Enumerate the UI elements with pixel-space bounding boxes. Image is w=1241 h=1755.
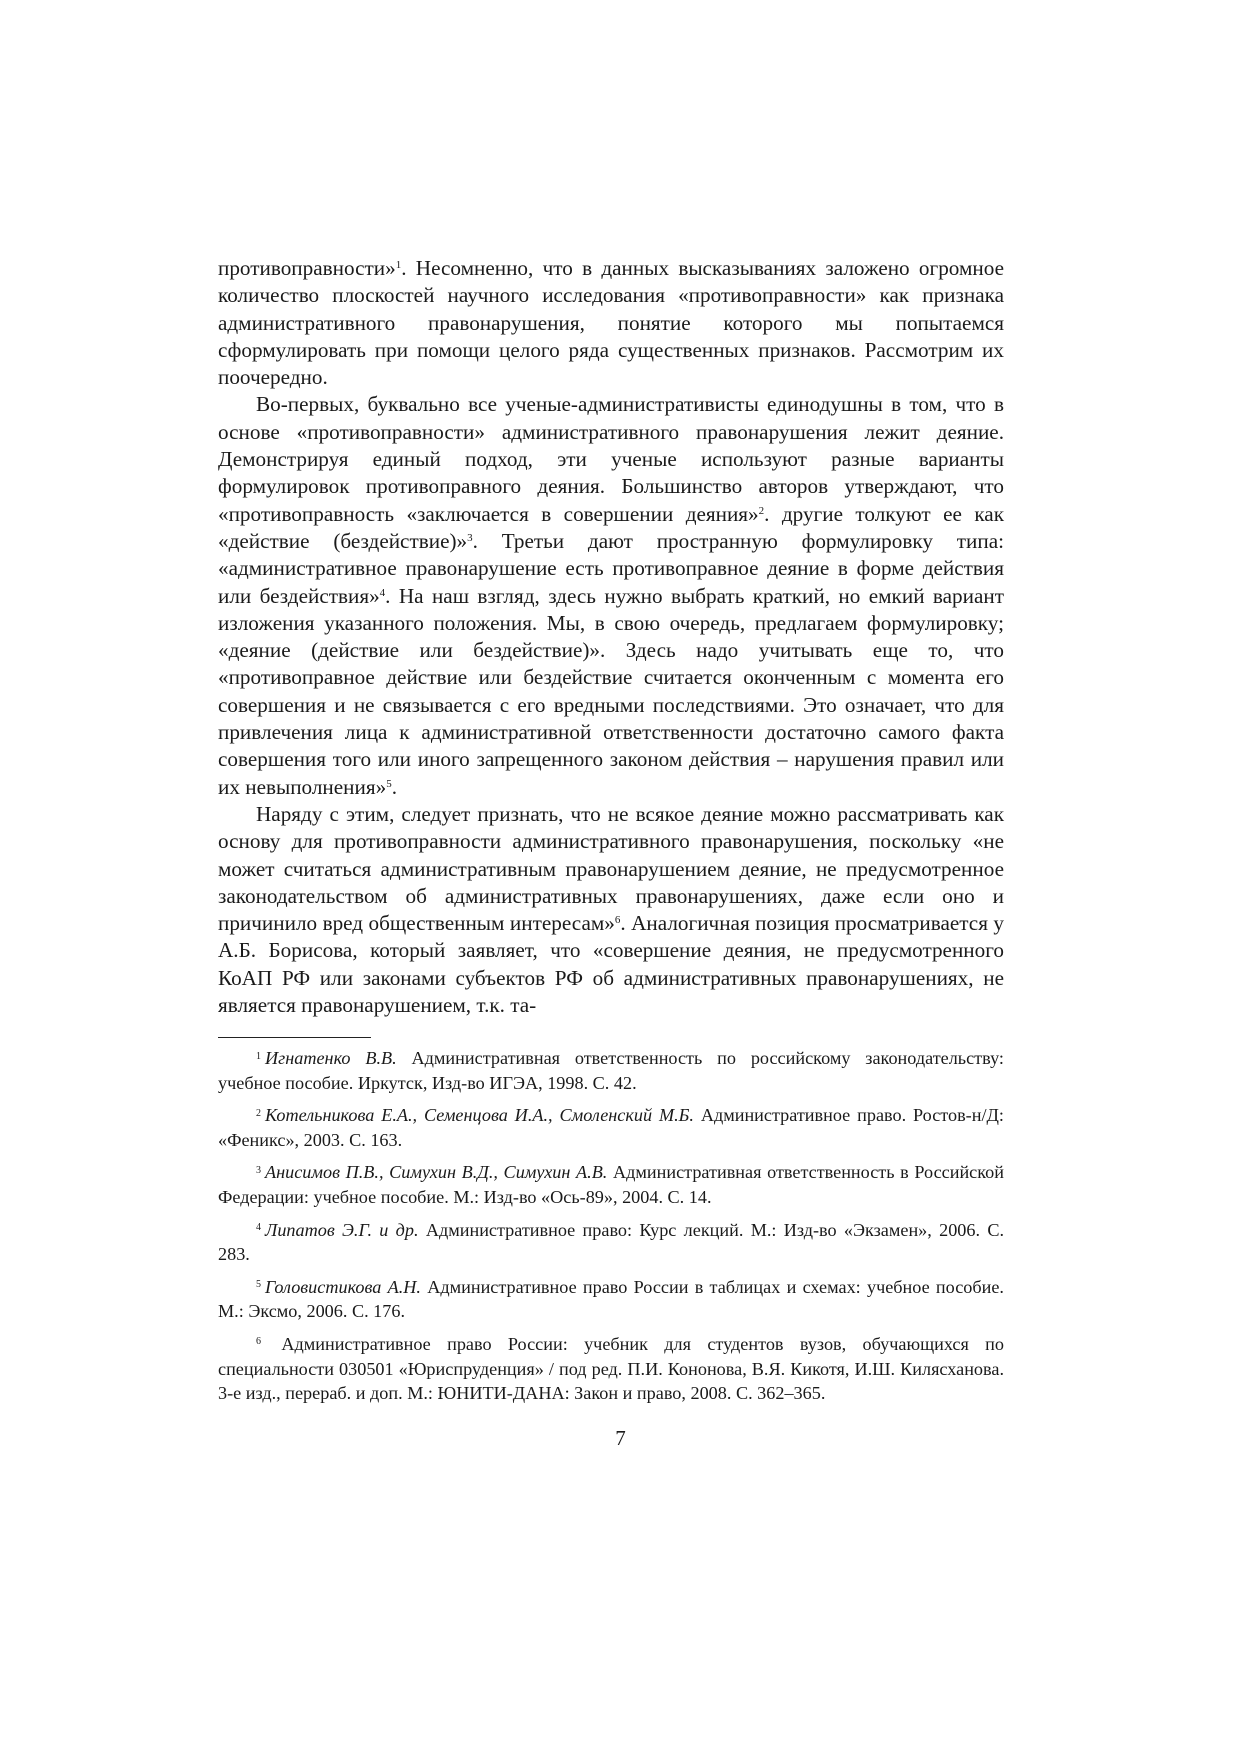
footnote-author: Липатов Э.Г. и др. <box>265 1219 419 1240</box>
paragraph-3: Наряду с этим, следует признать, что не всякое деяние можно рассматривать как основу для противоправности административного правонарушения, поскольку «не может считаться административным правонарушением деяние, не предусмотренное законодательством об административных правонарушениях, даже если оно и причинило вред общественным интересам»$^6$. Аналогичная позиция просматривается у А.Б. Борисова, который заявляет, что «совершение деяния, не предусмотренного КоАП РФ или законами субъектов РФ об административных правонарушениях, не является правонарушением, т.к. та- <box>218 801 1005 1018</box>
footnote-4: $^4$ Липатов Э.Г. и др. Административное право: Курс лекций. М.: Изд-во «Экзамен», 2006. С. 283. <box>218 1219 1005 1265</box>
footnote-6: $^6$ Административное право России: учебник для студентов вузов, обучающихся по специальности 030501 «Юриспруденция» / под ред. П.И. Кононова, В.Я. Кикотя, И.Ш. Килясханова. 3-е изд., перераб. и доп. М.: ЮНИТИ-ДАНА: Закон и право, 2008. С. 362–365. <box>218 1333 1004 1404</box>
footnote-ref-5[interactable]: 5 <box>386 777 392 790</box>
footnote-author: Игнатенко В.В. <box>265 1048 397 1068</box>
paragraph-2: Во-первых, буквально все ученые-административисты единодушны в том, что в основе «противоправности» административного правонарушения лежит деяние. Демонстрируя единый подход, эти ученые используют разные варианты формулировок противоправного деяния. Большинство авторов утверждают, что «противоправность «заключается в совершении деяния»$^2$. другие толкуют ее как «действие (бездействие)»$^3$. Третьи дают пространную формулировку типа: «административное правонарушение есть противоправное деяние в форме действия или бездействия»$^4$. На наш взгляд, здесь нужно выбрать краткий, но емкий вариант изложения указанного положения. Мы, в свою очередь, предлагаем формулировку; «деяние (действие или бездействие)». Здесь надо учитывать еще то, что «противоправное действие или бездействие считается оконченным с момента его совершения и не связывается с его вредными последствиями. Это означает, что для привлечения лица к административной ответственности достаточно самого факта совершения того или иного запрещенного законом действия – нарушения правил или их невыполнения»$^5$. <box>218 392 1004 799</box>
footnote-ref-1[interactable]: 1 <box>395 259 402 272</box>
footnote-author: Анисимов П.В., Симухин В.Д., Симухин А.В. <box>265 1162 608 1183</box>
footnotes <box>218 1046 1004 1414</box>
footnote-author: Котельникова Е.А., Семенцова И.А., Смоленский М.Б. <box>265 1105 694 1126</box>
footnote-5: $^5$ Головистикова А.Н. Административное право России в таблицах и схемах: учебное пособие. М.: Эксмо, 2006. С. 176. <box>218 1276 1004 1322</box>
footnote-ref-2[interactable]: 2 <box>758 504 765 517</box>
page-number: 7 <box>615 1426 626 1450</box>
footnote-author: Головистикова А.Н. <box>265 1276 421 1297</box>
footnote-ref-6[interactable]: 6 <box>614 914 621 927</box>
footnote-3: $^3$ Анисимов П.В., Симухин В.Д., Симухин А.В. Административная ответственность в Российской Федерации: учебное пособие. М.: Изд-во «Ось-89», 2004. С. 14. <box>218 1162 1004 1207</box>
footnote-1: $^1$ Игнатенко В.В. Административная ответственность по российскому законодательству: учебное пособие. Иркутск, Изд-во ИГЭА, 1998. С. 42. <box>218 1048 1004 1093</box>
footnote-2: $^2$ Котельникова Е.А., Семенцова И.А., Смоленский М.Б. Административное право. Ростов-н/Д: «Феникс», 2003. С. 163. <box>218 1105 1004 1150</box>
paragraph-1: противоправности»$^1$. Несомненно, что в данных высказываниях заложено огромное количество плоскостей научного исследования «противоправности» как признака административного правонарушения, понятие которого мы попытаемся сформулировать при помощи целого ряда существенных признаков. Рассмотрим их поочередно. <box>218 256 1004 390</box>
footnote-ref-3[interactable]: 3 <box>467 532 473 545</box>
footnote-divider <box>218 1037 371 1038</box>
footnote-ref-4[interactable]: 4 <box>379 586 386 599</box>
main-text <box>218 255 1004 1019</box>
